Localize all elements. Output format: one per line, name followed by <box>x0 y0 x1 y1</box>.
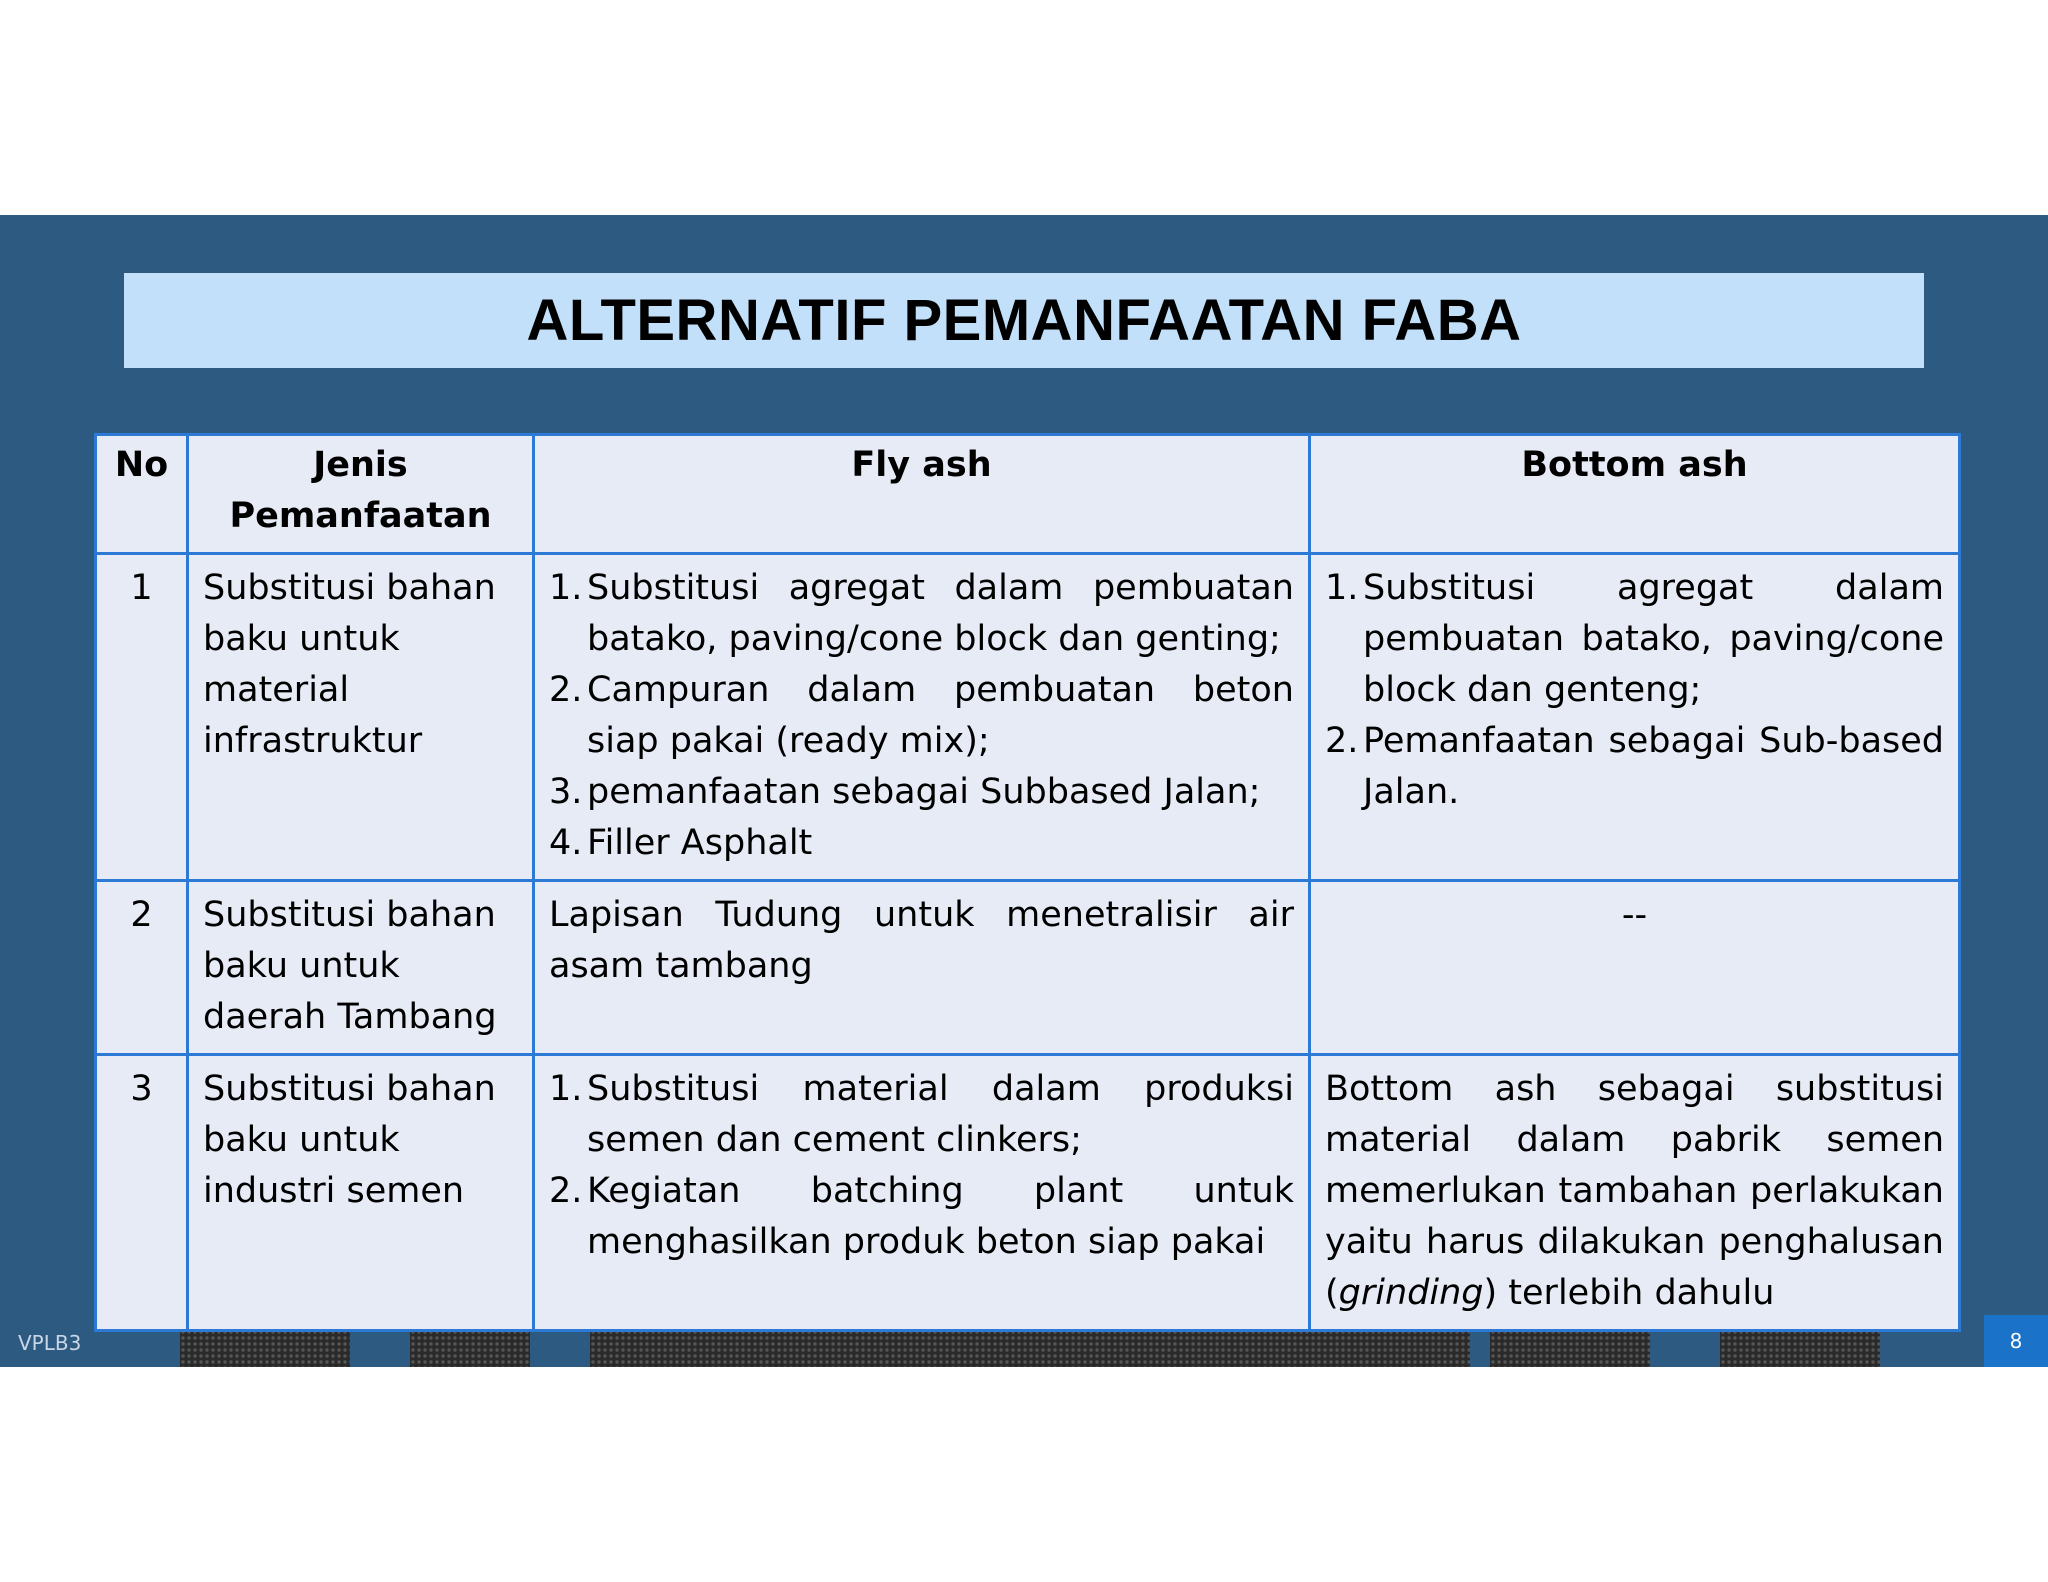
fly-ash-list <box>549 1064 1294 1268</box>
header-fly-ash: Fly ash <box>534 435 1310 554</box>
fly-ash-cell <box>534 1055 1310 1331</box>
row-number: 2 <box>96 881 188 1055</box>
decorative-strip <box>1720 1329 1880 1367</box>
bottom-ash-text-post: ) terlebih dahulu <box>1483 1273 1775 1313</box>
bottom-ash-cell <box>1310 554 1960 881</box>
list-item: 1. Substitusi agregat dalam pembuatan batako, paving/cone block dan genting; <box>549 568 1294 659</box>
bottom-ash-cell: -- <box>1310 881 1960 1055</box>
table-row <box>96 881 1960 1055</box>
decorative-strip <box>410 1329 530 1367</box>
header-bottom-ash: Bottom ash <box>1310 435 1960 554</box>
header-jenis <box>188 435 534 554</box>
table-row <box>96 1055 1960 1331</box>
header-jenis-line2: Pemanfaatan <box>229 496 492 536</box>
slide <box>0 215 2048 1367</box>
footer-label: VPLB3 <box>18 1331 82 1355</box>
list-item: 1. Substitusi material dalam produksi semen dan cement clinkers; <box>549 1069 1294 1160</box>
title-bar <box>124 273 1924 368</box>
jenis-cell: Substitusi bahan baku untuk material infrastruktur <box>188 554 534 881</box>
faba-table <box>94 433 1961 1332</box>
jenis-cell: Substitusi bahan baku untuk daerah Tambang <box>188 881 534 1055</box>
bottom-ash-text-pre: Bottom ash sebagai substitusi material dalam pabrik semen memerlukan tambahan perlakukan yaitu harus dilakukan penghalusan ( <box>1325 1069 1944 1313</box>
header-row <box>96 435 1960 554</box>
list-item: 2. Pemanfaatan sebagai Sub-based Jalan. <box>1325 721 1944 812</box>
bottom-ash-cell <box>1310 1055 1960 1331</box>
list-item: 1. Substitusi agregat dalam pembuatan batako, paving/cone block dan genteng; <box>1325 568 1944 710</box>
list-item: 3. pemanfaatan sebagai Subbased Jalan; <box>549 772 1261 812</box>
header-jenis-line1: Jenis <box>313 445 408 485</box>
fly-ash-cell <box>534 554 1310 881</box>
jenis-cell: Substitusi bahan baku untuk industri semen <box>188 1055 534 1331</box>
row-number: 1 <box>96 554 188 881</box>
decorative-strip <box>590 1329 1470 1367</box>
list-item: 2. Campuran dalam pembuatan beton siap pakai (ready mix); <box>549 670 1294 761</box>
list-item: 4. Filler Asphalt <box>549 823 813 863</box>
row-number: 3 <box>96 1055 188 1331</box>
header-no: No <box>96 435 188 554</box>
bottom-ash-text-italic: grinding <box>1338 1273 1484 1313</box>
bottom-ash-list <box>1325 563 1944 818</box>
decorative-strip <box>180 1329 350 1367</box>
decorative-strip <box>1490 1329 1650 1367</box>
table-row <box>96 554 1960 881</box>
list-item: 2. Kegiatan batching plant untuk menghasilkan produk beton siap pakai <box>549 1171 1294 1262</box>
page-number-badge: 8 <box>1984 1315 2048 1367</box>
fly-ash-cell: Lapisan Tudung untuk menetralisir air asam tambang <box>534 881 1310 1055</box>
page-title: ALTERNATIF PEMANFAATAN FABA <box>526 288 1522 353</box>
fly-ash-list <box>549 563 1294 869</box>
